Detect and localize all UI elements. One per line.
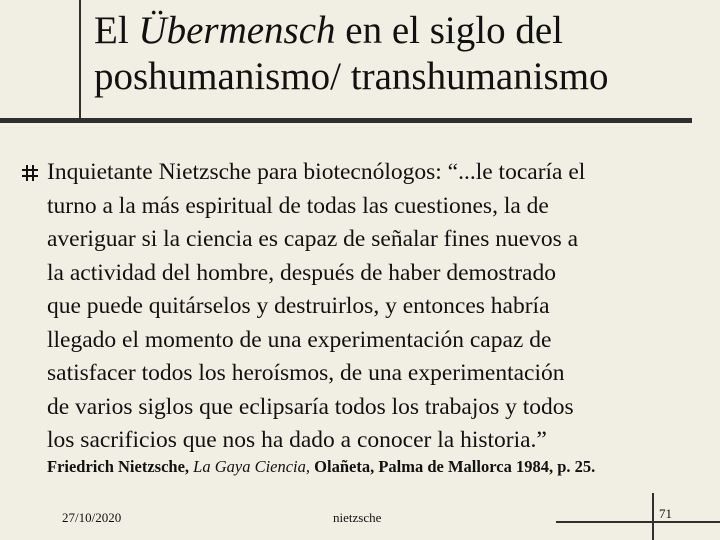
title-suffix: en el siglo del: [335, 9, 563, 52]
title-line-1: [94, 8, 694, 54]
title-vertical-rule: [79, 0, 81, 123]
title-horizontal-rule: [0, 118, 692, 123]
citation: [47, 457, 707, 477]
footer-horizontal-rule: [556, 521, 720, 523]
hash-bullet-icon: [21, 164, 39, 182]
title-italic-word: Übermensch: [138, 9, 336, 52]
citation-author: Friedrich Nietzsche,: [47, 457, 194, 476]
footer-label: nietzsche: [333, 510, 382, 525]
slide-number: 71: [659, 506, 672, 521]
title-line-2: poshumanismo/ transhumanismo: [94, 55, 609, 98]
citation-work: La Gaya Ciencia,: [193, 457, 311, 476]
quote-line: la actividad del hombre, después de haber demostrado: [47, 259, 556, 286]
quote-line: turno a la más espiritual de todas las cuestiones, la de: [47, 192, 549, 219]
quote-line: satisfacer todos los heroísmos, de una experimentación: [47, 360, 565, 386]
footer-vertical-rule: [652, 493, 654, 540]
citation-details: Olañeta, Palma de Mallorca 1984, p. 25.: [310, 457, 596, 476]
footer-date: 27/10/2020: [62, 510, 122, 525]
quote-body: [47, 156, 695, 458]
title-prefix: El: [94, 9, 139, 52]
quote-line: los sacrificios que nos ha dado a conocer la historia.”: [47, 427, 547, 453]
slide-title: [94, 8, 694, 100]
quote-line: llegado el momento de una experimentación capaz de: [47, 326, 552, 353]
quote-line: averiguar si la ciencia es capaz de señalar fines nuevos a: [47, 226, 579, 252]
quote-line: que puede quitárselos y destruirlos, y entonces habría: [47, 293, 550, 319]
quote-line: de varios siglos que eclipsaría todos los trabajos y todos: [47, 393, 574, 420]
quote-line: Inquietante Nietzsche para biotecnólogos: “...le tocaría el: [47, 159, 586, 185]
